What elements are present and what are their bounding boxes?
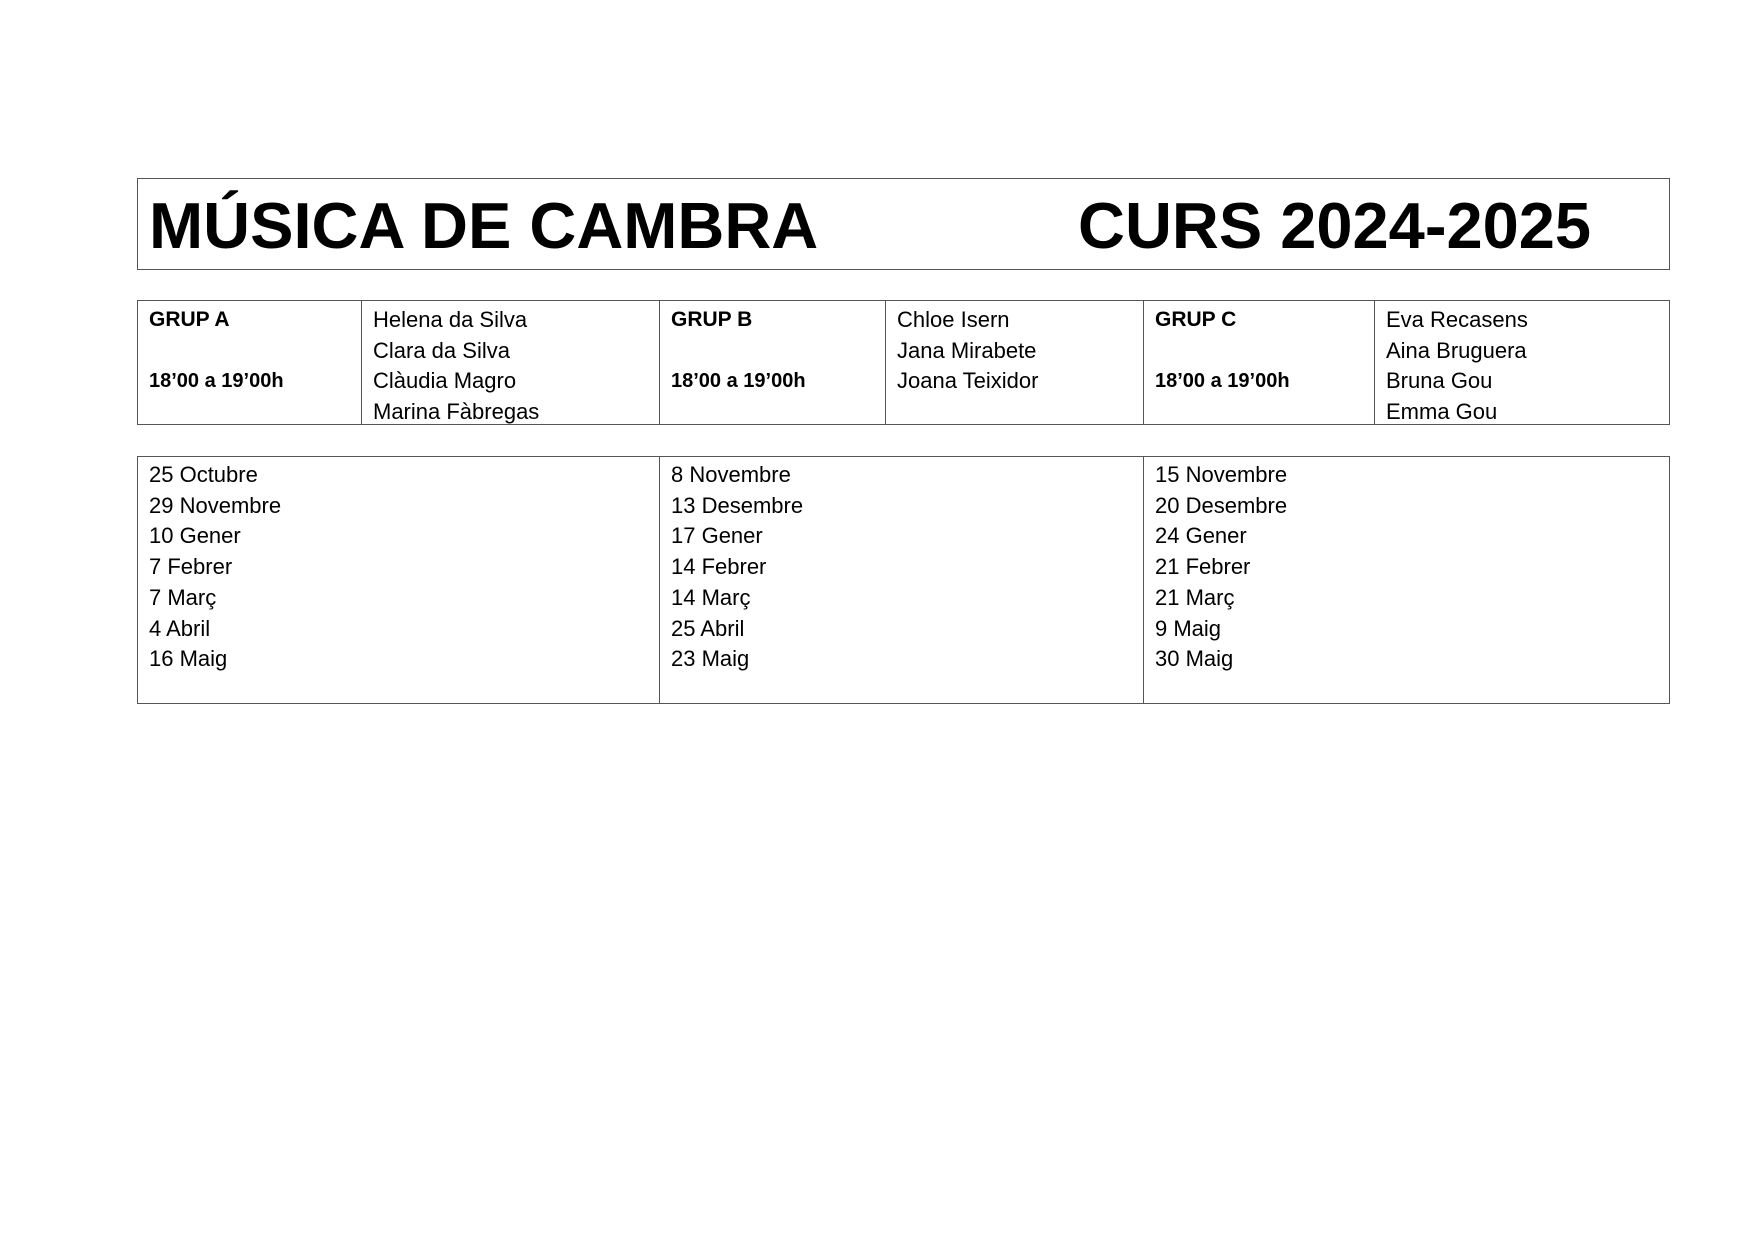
date-item: 20 Desembre [1155,492,1288,518]
group-c-header-cell [1144,301,1375,424]
date-item: 17 Gener [671,523,763,549]
group-c-member: Aina Bruguera [1386,337,1527,363]
date-item: 23 Maig [671,646,750,672]
group-a-header-cell [138,301,362,424]
date-item: 21 Març [1155,584,1235,610]
group-a-members-cell [362,301,660,424]
group-c-member: Bruna Gou [1386,368,1493,393]
group-a-member: Clara da Silva [373,337,510,363]
group-b-members-cell [886,301,1144,424]
group-a-member: Clàudia Magro [373,368,517,393]
group-a-label: GRUP A [149,308,230,331]
date-item: 29 Novembre [149,492,282,518]
date-item: 24 Gener [1155,523,1247,549]
group-a-member: Helena da Silva [373,307,528,332]
title-box [137,178,1670,270]
group-c-member: Eva Recasens [1386,307,1528,332]
date-item: 4 Abril [149,615,211,641]
dates-table [137,456,1670,704]
date-item: 15 Novembre [1155,462,1288,487]
date-item: 7 Març [149,584,217,610]
date-item: 7 Febrer [149,554,233,580]
date-item: 13 Desembre [671,492,804,518]
date-item: 30 Maig [1155,646,1234,672]
date-item: 14 Febrer [671,554,767,580]
group-b-member: Joana Teixidor [897,368,1039,393]
group-b-time: 18’00 a 19’00h [671,369,806,392]
date-item: 8 Novembre [671,462,791,487]
group-c-dates-cell [1144,457,1669,703]
group-a-time: 18’00 a 19’00h [149,369,284,392]
group-b-label: GRUP B [671,308,753,331]
group-a-member: Marina Fàbregas [373,398,540,424]
group-c-label: GRUP C [1155,308,1237,331]
date-item: 25 Abril [671,615,745,641]
date-item: 9 Maig [1155,615,1222,641]
date-item: 21 Febrer [1155,554,1251,580]
date-item: 16 Maig [149,646,228,672]
group-b-member: Jana Mirabete [897,337,1037,363]
date-item: 14 Març [671,584,751,610]
course-year: CURS 2024-2025 [1078,189,1592,262]
group-b-header-cell [660,301,886,424]
page-title: MÚSICA DE CAMBRA [149,189,819,262]
group-c-member: Emma Gou [1386,398,1498,424]
groups-table [137,300,1670,425]
group-b-dates-cell [660,457,1144,703]
group-b-member: Chloe Isern [897,307,1010,332]
date-item: 25 Octubre [149,462,258,487]
group-a-dates-cell [138,457,660,703]
group-c-members-cell [1375,301,1669,424]
group-c-time: 18’00 a 19’00h [1155,369,1290,392]
date-item: 10 Gener [149,523,241,549]
